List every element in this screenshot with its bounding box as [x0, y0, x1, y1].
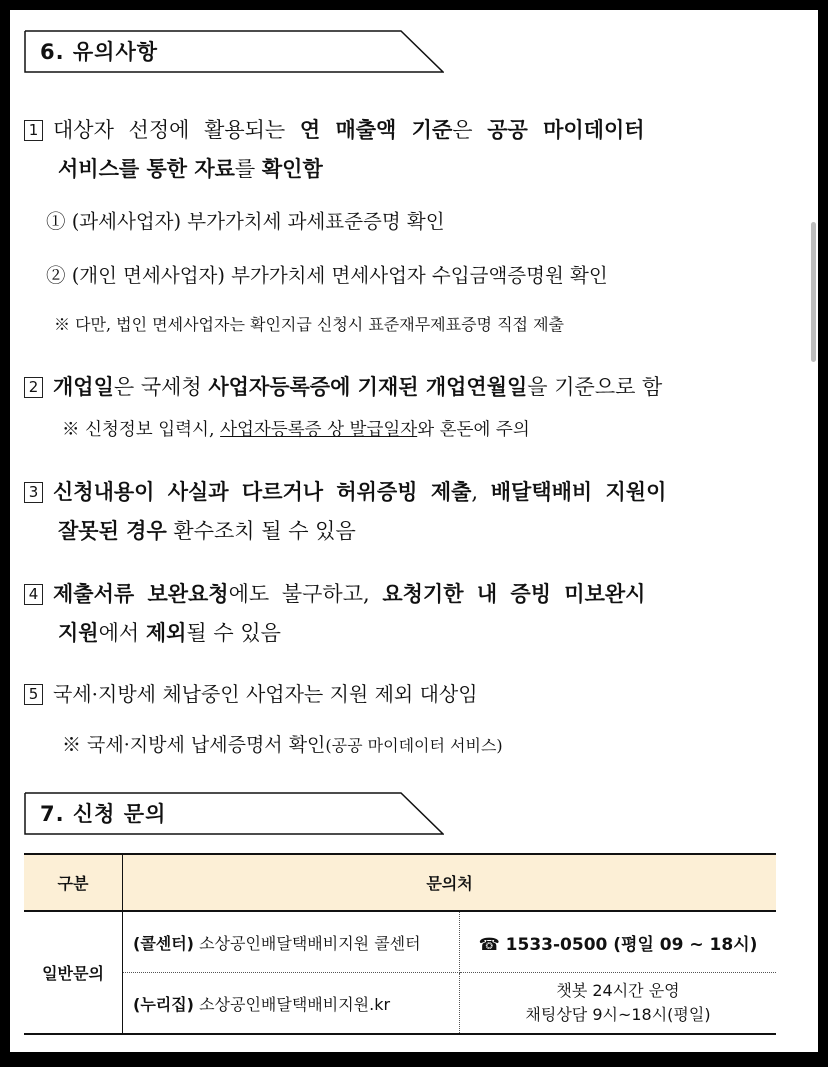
item-3-bold: 잘못된 경우: [58, 518, 167, 543]
item-4-text: 될 수 있음: [186, 621, 281, 645]
item-2-line-1: [24, 371, 662, 401]
table-header-row: [24, 854, 776, 911]
category-cell: 일반문의: [24, 911, 123, 1034]
header-category: 구분: [24, 854, 123, 911]
vertical-scrollbar[interactable]: [811, 222, 816, 362]
item-5-note: [62, 730, 503, 757]
section-7-header: [24, 792, 444, 836]
item-5-note-text: ※ 국세·지방세 납세증명서 확인: [62, 734, 326, 756]
item-1-note: ※ 다만, 법인 면세사업자는 확인지급 신청시 표준재무제표증명 직접 제출: [54, 315, 564, 334]
call-center-text: 소상공인배달택배비지원 콜센터: [194, 933, 421, 953]
item-5-text: 국세·지방세 체납중인 사업자는 지원 제외 대상임: [53, 682, 478, 706]
item-5-line-1: [24, 678, 478, 707]
website-cell: [123, 973, 460, 1035]
item-4-bold: 지원: [58, 620, 99, 645]
item-3-bold: 배달택배비 지원이: [490, 479, 667, 504]
table-row: [24, 911, 776, 973]
section-6-title: 6. 유의사항: [40, 40, 159, 64]
section-6-header: [24, 30, 444, 74]
call-center-cell: [123, 911, 460, 973]
item-3-text: 환수조치 될 수 있음: [166, 519, 356, 543]
item-1-sub-1: ① (과세사업자) 부가가치세 과세표준증명 확인: [46, 210, 445, 233]
item-2-bold: 사업자등록증에 기재된 개업연월일: [208, 374, 528, 399]
item-1-bold: 연 매출액 기준: [299, 117, 453, 142]
chatbot-hours: 챗봇 24시간 운영: [556, 981, 680, 1000]
item-1-text: 대상자 선정에 활용되는: [53, 118, 300, 142]
item-1-bold: 확인함: [261, 156, 323, 181]
item-3-bold: 신청내용이 사실과 다르거나 허위증빙 제출: [53, 479, 472, 504]
section-7-title: 7. 신청 문의: [40, 802, 167, 826]
item-1-text: 를: [234, 157, 262, 181]
item-4-text: 에서: [98, 621, 146, 645]
item-4-bold: 요청기한 내 증빙 미보완시: [382, 581, 646, 606]
item-4-bold: 제외: [145, 620, 187, 645]
item-1-line-2: [58, 153, 323, 183]
item-1-number: 1: [24, 120, 43, 141]
item-1-line-1: [24, 114, 645, 144]
item-2-note-text: ※ 신청정보 입력시,: [62, 420, 221, 440]
item-2-note-underlined: 사업자등록증 상 발급일자: [220, 420, 418, 440]
document-page: [10, 10, 818, 1052]
chat-cell: [460, 973, 777, 1035]
table-row: [24, 973, 776, 1035]
item-1-sub-2: ② (개인 면세사업자) 부가가치세 면세사업자 수입금액증명원 확인: [46, 264, 608, 287]
contact-table: [24, 853, 776, 1035]
item-1-bold: 서비스를 통한 자료: [58, 156, 235, 181]
item-3-line-1: [24, 476, 666, 506]
chat-consult-hours: 채팅상담 9시~18시(평일): [525, 1005, 711, 1024]
item-2-note-text: 와 혼돈에 주의: [417, 420, 530, 440]
item-4-line-1: [24, 578, 645, 608]
website-label: (누리집): [133, 994, 194, 1014]
item-3-text: ,: [471, 480, 491, 504]
website-link[interactable]: 소상공인배달택배비지원.kr: [194, 994, 391, 1014]
header-contact: 문의처: [123, 854, 777, 911]
item-2-text: 을 기준으로 함: [527, 375, 663, 399]
item-4-number: 4: [24, 584, 43, 605]
item-3-line-2: [58, 515, 356, 545]
item-4-bold: 제출서류 보완요청: [53, 581, 229, 606]
item-2-number: 2: [24, 377, 43, 398]
item-2-bold: 개업일: [53, 374, 114, 399]
phone-cell[interactable]: ☎ 1533-0500 (평일 09 ~ 18시): [460, 911, 777, 973]
item-4-text: 에도 불구하고,: [228, 582, 383, 606]
item-1-text: 은: [452, 118, 488, 142]
item-2-text: 은 국세청: [113, 375, 209, 399]
call-center-label: (콜센터): [133, 933, 194, 953]
item-5-number: 5: [24, 684, 43, 705]
item-4-line-2: [58, 617, 281, 647]
item-3-number: 3: [24, 482, 43, 503]
item-1-bold: 공공 마이데이터: [487, 117, 645, 142]
item-2-note: [62, 416, 530, 441]
item-5-note-source: (공공 마이데이터 서비스): [325, 736, 503, 755]
